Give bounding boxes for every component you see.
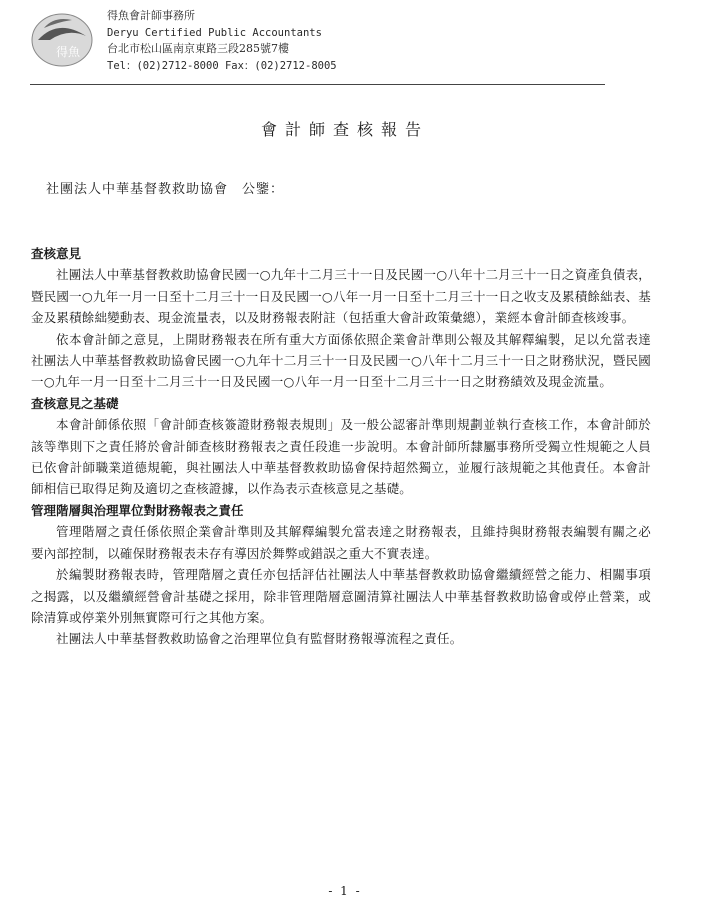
page-number: - 1 - <box>328 884 362 898</box>
section-basis-for-opinion <box>31 393 651 500</box>
fish-logo-icon <box>28 10 98 70</box>
paragraph: 依本會計師之意見，上開財務報表在所有重大方面係依照企業會計準則公報及其解釋編製，足以允當表達社團法人中華基督教救助協會民國一○九年十二月三十一日及民國一○八年十二月三十一日之財務狀況，暨民國一○九年一月一日至十二月三十一日及民國一○八年一月一日至十二月三十一日之財務績效及現金流量。 <box>31 331 651 390</box>
report-addressee: 社團法人中華基督教救助協會 公鑒： <box>46 182 285 197</box>
firm-contact: Tel：(02)2712-8000 Fax：(02)2712-8005 <box>107 59 337 72</box>
section-heading: 查核意見 <box>31 246 82 261</box>
logo-text: 得魚 <box>56 45 81 59</box>
header-divider <box>30 84 605 85</box>
firm-name-zh: 得魚會計師事務所 <box>107 9 195 22</box>
section-management-responsibility <box>31 500 651 650</box>
paragraph: 於編製財務報表時，管理階層之責任亦包括評估社團法人中華基督教救助協會繼續經營之能力、相關事項之揭露，以及繼續經營會計基礎之採用，除非管理階層意圖清算社團法人中華基督教救助協會或停止營業，或除清算或停業外別無實際可行之其他方案。 <box>31 567 651 625</box>
paragraph: 本會計師係依照「會計師查核簽證財務報表規則」及一般公認審計準則規劃並執行查核工作，本會計師於該等準則下之責任將於會計師查核財務報表之責任段進一步說明。本會計師所隸屬事務所受獨立性規範之人員已依會計師職業道德規範，與社團法人中華基督教救助協會保持超然獨立，並履行該規範之其他責任。本會計師相信已取得足夠及適切之查核證據，以作為表示查核意見之基礎。 <box>31 417 651 497</box>
report-body <box>31 243 651 650</box>
paragraph: 管理階層之責任係依照企業會計準則及其解釋編製允當表達之財務報表，且維持與財務報表編製有關之必要內部控制，以確保財務報表未存有導因於舞弊或錯誤之重大不實表達。 <box>31 524 651 561</box>
section-opinion <box>31 243 651 393</box>
report-title: 會計師查核報告 <box>260 120 429 139</box>
firm-address: 台北市松山區南京東路三段285號7樓 <box>107 42 289 55</box>
firm-name-en: Deryu Certified Public Accountants <box>107 26 322 39</box>
firm-logo <box>28 10 98 70</box>
paragraph: 社團法人中華基督教救助協會民國一○九年十二月三十一日及民國一○八年十二月三十一日之資產負債表，暨民國一○九年一月一日至十二月三十一日及民國一○八年一月一日至十二月三十一日之收支及累積餘絀表、基金及累積餘絀變動表、現金流量表，以及財務報表附註（包括重大會計政策彙總），業經本會計師查核竣事。 <box>31 267 651 326</box>
firm-header <box>107 8 337 74</box>
paragraph: 社團法人中華基督教救助協會之治理單位負有監督財務報導流程之責任。 <box>56 631 463 647</box>
section-heading: 查核意見之基礎 <box>31 395 119 411</box>
section-heading: 管理階層與治理單位對財務報表之責任 <box>31 502 244 518</box>
